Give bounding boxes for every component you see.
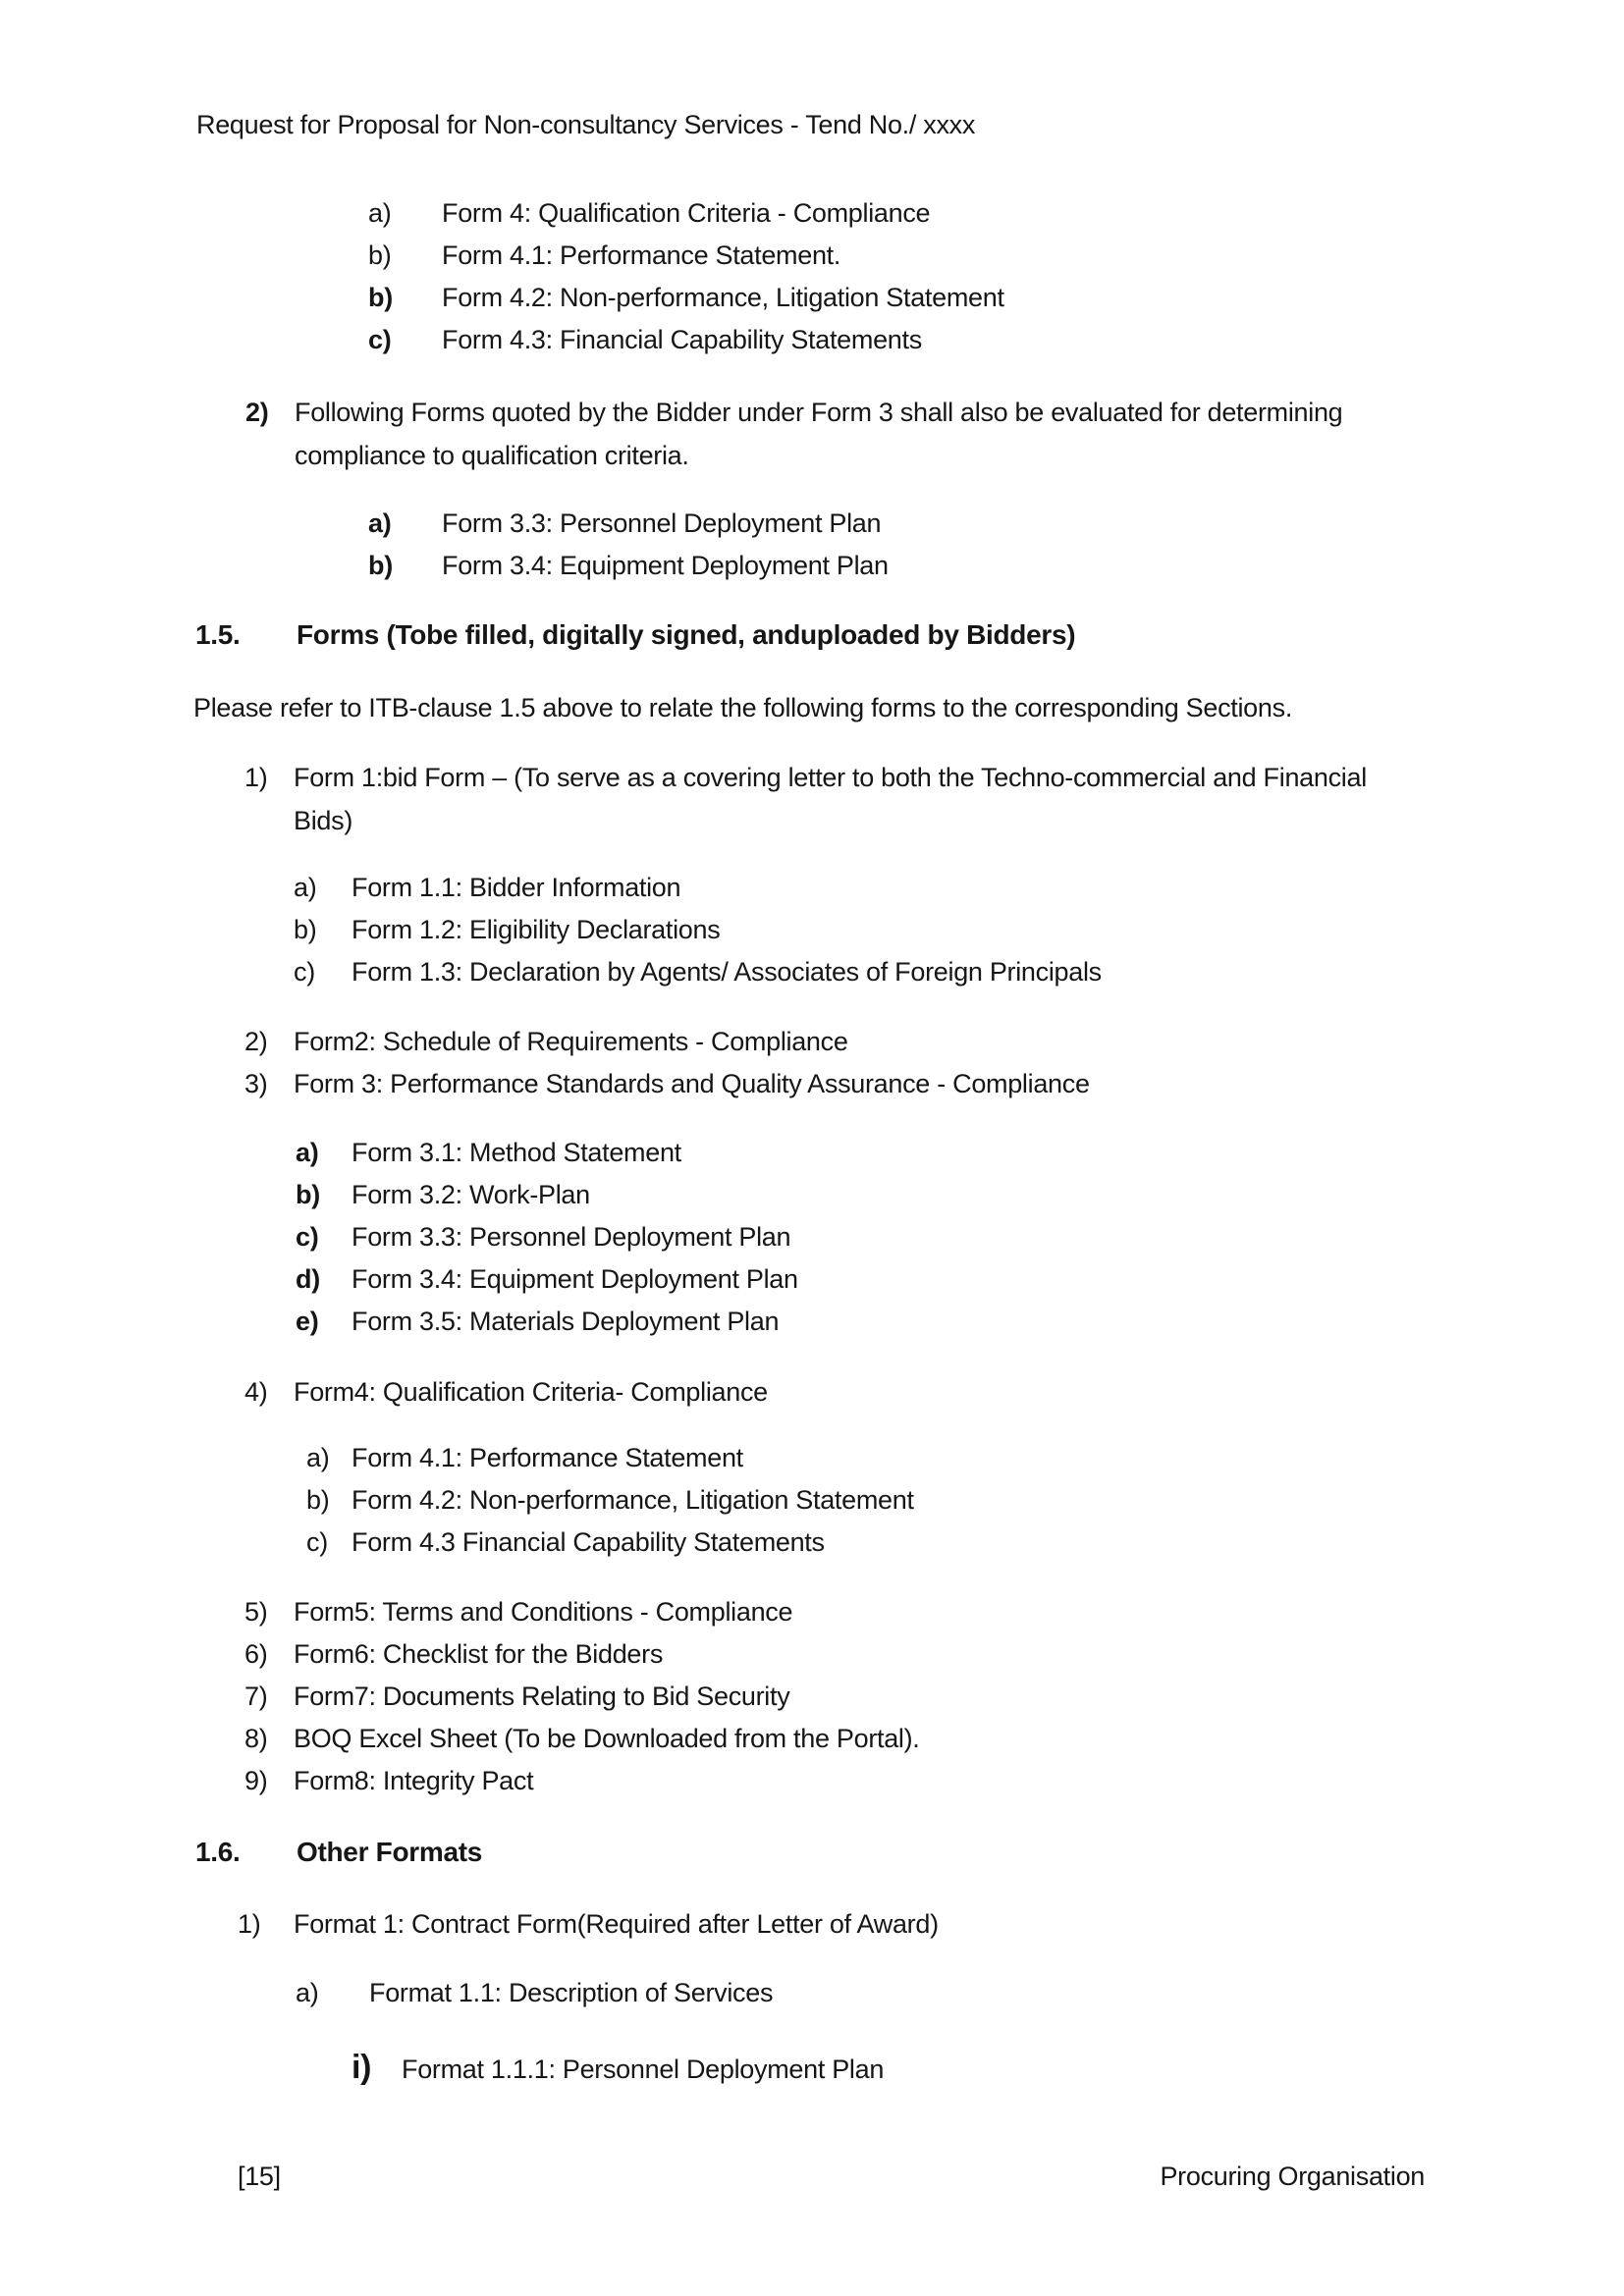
list-item-text: Form 3.4: Equipment Deployment Plan [352, 1264, 798, 1294]
list-item [368, 319, 1004, 361]
list-item [296, 1258, 798, 1301]
list-item-text: Form 1.3: Declaration by Agents/ Associates of Foreign Principals [352, 957, 1102, 987]
list-item [244, 1633, 920, 1676]
list-item-label: e) [296, 1307, 319, 1336]
list-item-number: 3) [244, 1069, 268, 1098]
list-item-text: Form 1.2: Eligibility Declarations [352, 915, 721, 944]
list-item-text: Form7: Documents Relating to Bid Security [294, 1682, 790, 1711]
list-item-text: Form 4.2: Non-performance, Litigation Statement [442, 283, 1004, 312]
list-item-text: Form8: Integrity Pact [294, 1766, 534, 1795]
list-item-label: i) [352, 2049, 372, 2086]
list-item-label: a) [368, 508, 392, 538]
list-item-text: Form2: Schedule of Requirements - Compliance [294, 1027, 848, 1056]
list-item [306, 1437, 914, 1479]
list-item-label: c) [294, 957, 315, 987]
list-item-label: b) [296, 1180, 320, 1209]
list-item-label: a) [306, 1443, 330, 1472]
list-item-number: 6) [244, 1639, 268, 1669]
list-item-number: 2) [244, 1027, 268, 1056]
list-item-number: 2) [245, 398, 269, 427]
list-item-label: b) [294, 915, 317, 944]
list-item-label: b) [306, 1485, 330, 1515]
list-item-number: 9) [244, 1766, 268, 1795]
list-item-text: Form4: Qualification Criteria- Compliance [294, 1377, 768, 1407]
list-item [294, 867, 1102, 909]
list-item-text: Form 4.2: Non-performance, Litigation Statement [352, 1485, 914, 1515]
list-item [368, 503, 889, 545]
list-item [306, 1479, 914, 1522]
list-item [244, 1021, 1090, 1063]
list-item-text: Form 4.3 Financial Capability Statements [352, 1527, 825, 1557]
list-item-label: b) [368, 551, 393, 580]
evaluation-forms-list [368, 192, 1004, 361]
list-item [294, 909, 1102, 951]
list-item-label: d) [296, 1264, 320, 1294]
list-item-text: Form5: Terms and Conditions - Compliance [294, 1597, 793, 1627]
list-item-label: c) [306, 1527, 328, 1557]
formats-item-1a-i [352, 2044, 884, 2093]
list-item-label: c) [368, 325, 392, 354]
section-number: 1.5. [195, 619, 241, 650]
forms-item-3-sublist [296, 1132, 798, 1343]
list-item-text: Form 3.3: Personnel Deployment Plan [442, 508, 882, 538]
list-item-label: a) [296, 1138, 319, 1167]
list-item-number: 7) [244, 1682, 268, 1711]
list-item-text: Form 4.1: Performance Statement [352, 1443, 743, 1472]
footer-org-name: Procuring Organisation [1160, 2162, 1425, 2191]
list-item [244, 1676, 920, 1718]
forms-items-5-9 [244, 1591, 920, 1802]
list-item [368, 235, 1004, 277]
forms-item-1 [244, 756, 1393, 842]
list-item [368, 545, 889, 587]
forms-items-2-3 [244, 1021, 1090, 1105]
list-item-text: Form 3.4: Equipment Deployment Plan [442, 551, 889, 580]
section-heading-1-5 [195, 616, 1075, 654]
page-header-title: Request for Proposal for Non-consultancy Services - Tend No./ xxxx [196, 110, 976, 139]
list-item-text: Form 3: Performance Standards and Quality Assurance - Compliance [294, 1069, 1090, 1098]
list-item-number: 8) [244, 1724, 268, 1753]
item-2-sublist [368, 503, 889, 587]
list-item-text: Form 1:bid Form – (To serve as a covering letter to both the Techno-commercial and Financial Bids) [294, 763, 1367, 835]
section-number: 1.6. [195, 1837, 241, 1867]
list-item-text: BOQ Excel Sheet (To be Downloaded from the Portal). [294, 1724, 920, 1753]
list-item-text: Format 1.1: Description of Services [369, 1978, 774, 2007]
list-item-text: Form 3.2: Work-Plan [352, 1180, 590, 1209]
list-item-text: Form 3.5: Materials Deployment Plan [352, 1307, 780, 1336]
list-item-number: 1) [244, 763, 268, 792]
section-title: Other Formats [297, 1837, 483, 1867]
intro-paragraph: Please refer to ITB-clause 1.5 above to relate the following forms to the corresponding Sections. [193, 693, 1293, 722]
list-item-text: Form 4.1: Performance Statement. [442, 240, 841, 270]
list-item [244, 1760, 920, 1802]
list-item [294, 951, 1102, 993]
list-item-text: Form 4.3: Financial Capability Statements [442, 325, 922, 354]
list-item-label: a) [294, 873, 317, 902]
list-item [296, 1301, 798, 1343]
list-item [244, 1063, 1090, 1105]
list-item [296, 1132, 798, 1174]
list-item [296, 1216, 798, 1258]
list-item-label: b) [368, 283, 393, 312]
list-item-text: Form 3.1: Method Statement [352, 1138, 681, 1167]
list-item [244, 1718, 920, 1760]
forms-item-1-sublist [294, 867, 1102, 993]
list-item-text: Following Forms quoted by the Bidder under Form 3 shall also be evaluated for determining compliance to qualification criteria. [295, 398, 1343, 470]
list-item-label: b) [368, 240, 392, 270]
list-item-label: a) [368, 198, 392, 228]
section-heading-1-6 [195, 1834, 482, 1871]
list-item-text: Form 1.1: Bidder Information [352, 873, 681, 902]
list-item-label: c) [296, 1222, 319, 1252]
list-item-number: 4) [244, 1377, 268, 1407]
list-item [296, 1174, 798, 1216]
list-item-number: 5) [244, 1597, 268, 1627]
list-item-text: Form 3.3: Personnel Deployment Plan [352, 1222, 791, 1252]
footer-page-number: [15] [238, 2162, 281, 2191]
list-item-text: Form6: Checklist for the Bidders [294, 1639, 664, 1669]
list-item-number: 1) [238, 1909, 261, 1939]
section-title: Forms (Tobe filled, digitally signed, anduploaded by Bidders) [297, 619, 1076, 650]
forms-item-4 [244, 1370, 768, 1414]
list-item [368, 277, 1004, 319]
forms-item-4-sublist [306, 1437, 914, 1564]
list-item [306, 1522, 914, 1564]
numbered-item-2 [245, 391, 1473, 477]
formats-item-1a [296, 1971, 773, 2014]
list-item [244, 1591, 920, 1633]
list-item-text: Format 1: Contract Form(Required after Letter of Award) [294, 1909, 939, 1939]
list-item-text: Format 1.1.1: Personnel Deployment Plan [402, 2055, 885, 2084]
list-item [368, 192, 1004, 235]
list-item-label: a) [296, 1978, 319, 2007]
formats-item-1 [238, 1902, 939, 1946]
list-item-text: Form 4: Qualification Criteria - Compliance [442, 198, 931, 228]
